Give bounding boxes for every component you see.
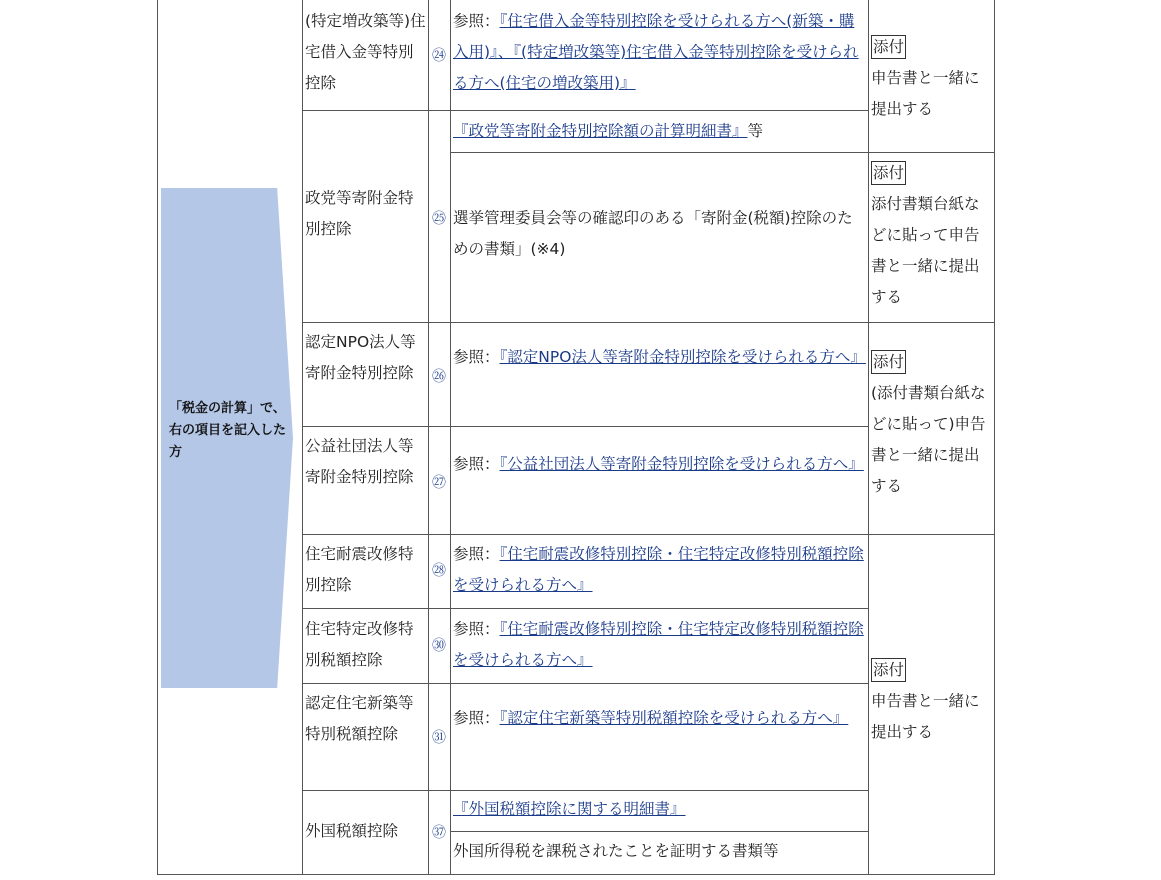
reference-text [451,794,867,825]
item-number: ㊲ [432,825,446,841]
reference-link[interactable]: 『住宅借入金等特別控除を受けられる方へ(新築・購入用)』、『(特定増改築等)住宅借入金等特別控除を受けられる方へ(住宅の増改築用)』 [453,12,859,92]
deduction-name: 住宅特定改修特別税額控除 [305,620,414,669]
item-number: ㉚ [432,638,446,654]
reference-link[interactable]: 『住宅耐震改修特別控除・住宅特定改修特別税額控除を受けられる方へ』 [453,620,864,669]
row-divider [868,534,995,535]
deduction-name: 外国税額控除 [305,822,399,840]
item-number: ㉘ [432,563,446,579]
row-divider [302,426,868,427]
attachment-note [869,347,993,502]
reference-link[interactable]: 『住宅耐震改修特別控除・住宅特定改修特別税額控除を受けられる方へ』 [453,545,864,594]
reference-link[interactable]: 『公益社団法人等寄附金特別控除を受けられる方へ』 [499,455,864,473]
deduction-name: (特定増改築等)住宅借入金等特別控除 [305,12,426,92]
row-divider [302,790,868,791]
reference-text [451,116,867,147]
attachment-note [869,655,993,748]
attachment-note [869,32,993,125]
reference-link[interactable]: 『政党等寄附金特別控除額の計算明細書』 [453,122,748,140]
reference-suffix: 等 [747,122,764,140]
attachment-tag: 添付 [871,35,906,59]
reference-link[interactable]: 『認定NPO法人等寄附金特別控除を受けられる方へ』 [499,348,866,366]
deduction-name: 公益社団法人等寄附金特別控除 [305,437,414,486]
reference-document: 選挙管理委員会等の確認印のある「寄附金(税額)控除のための書類」(※4) [453,209,853,258]
reference-prefix: 参照： [453,12,500,30]
row-divider [302,683,868,684]
row-divider [450,831,868,832]
reference-text [451,342,867,373]
attachment-instruction: 申告書と一緒に提出する [871,69,980,118]
attachment-instruction: (添付書類台紙などに貼って)申告書と一緒に提出する [871,384,986,495]
item-number: ㉗ [432,475,446,491]
reference-prefix: 参照： [453,545,500,563]
reference-text [451,703,867,734]
attachment-tag: 添付 [871,658,906,682]
reference-text [451,449,867,480]
reference-link[interactable]: 『外国税額控除に関する明細書』 [453,800,686,818]
reference-document: 外国所得税を課税されたことを証明する書類等 [453,842,779,860]
row-divider [302,110,868,111]
item-number: ㉔ [432,48,446,64]
deduction-name: 認定NPO法人等寄附金特別控除 [305,333,416,382]
row-divider [302,608,868,609]
reference-prefix: 参照： [453,348,500,366]
reference-link[interactable]: 『認定住宅新築等特別税額控除を受けられる方へ』 [499,709,849,727]
row-divider [450,152,868,153]
reference-text [451,6,867,99]
deduction-name: 認定住宅新築等特別税額控除 [305,694,414,743]
attachment-tag: 添付 [871,350,906,374]
deduction-name: 政党等寄附金特別控除 [305,189,414,238]
attachment-instruction: 申告書と一緒に提出する [871,692,980,741]
attachment-tag: 添付 [871,161,906,185]
attachment-instruction: 添付書類台紙などに貼って申告書と一緒に提出する [871,195,980,306]
reference-prefix: 参照： [453,620,500,638]
row-divider [868,322,995,323]
reference-prefix: 参照： [453,455,500,473]
reference-prefix: 参照： [453,709,500,727]
item-number: ㉕ [432,211,446,227]
reference-text [451,539,867,601]
reference-text [451,614,867,676]
row-divider [302,322,868,323]
row-divider [868,152,995,153]
attachment-note [869,158,993,313]
row-divider [302,534,868,535]
item-number: ㉖ [432,369,446,385]
category-arrow-label: 「税金の計算」で、右の項目を記入した方 [169,401,287,460]
deduction-name: 住宅耐震改修特別控除 [305,545,414,594]
item-number: ㉛ [432,730,446,746]
